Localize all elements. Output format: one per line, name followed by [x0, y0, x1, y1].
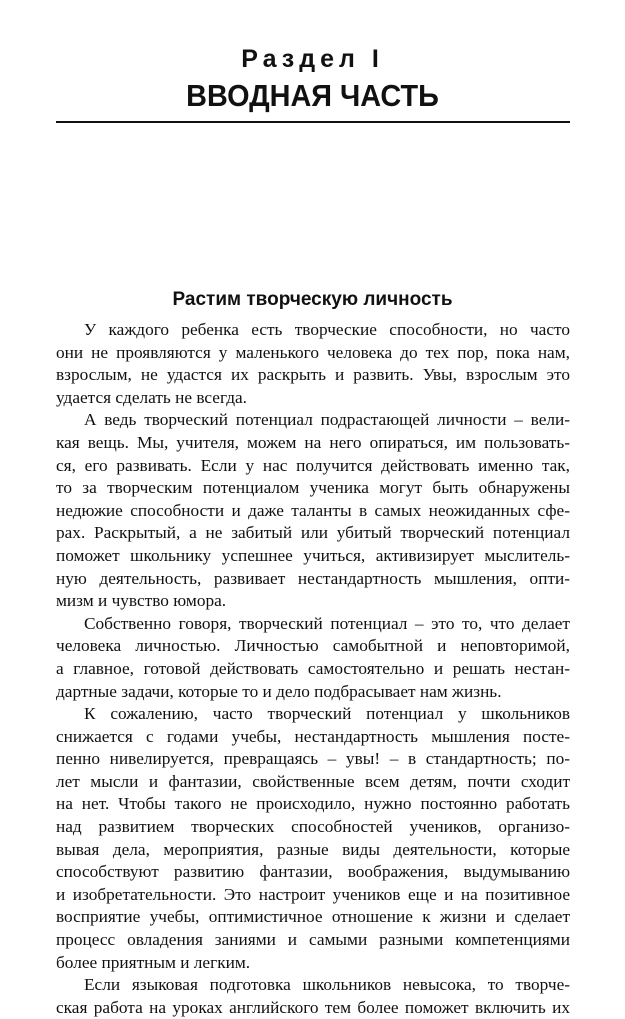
text-line: процесс овладения заниями и самыми разными компетенциями — [56, 930, 570, 950]
article-body — [56, 319, 570, 1019]
text-line: восприятие учебы, оптимистичное отношение к жизни и сделает — [56, 907, 570, 927]
text-line: человека личностью. Личностью самобытной и неповторимой, — [56, 636, 570, 656]
text-line: ся, его развивать. Если у нас получится действовать именно так, — [56, 455, 570, 475]
paragraph — [56, 974, 570, 1019]
text-line: недюжие способности и даже таланты в самых неожиданных сфе- — [56, 500, 570, 520]
text-line: ную деятельность, развивает нестандартность мышления, опти- — [56, 568, 570, 588]
title-divider — [56, 121, 570, 123]
text-line: и изобретательности. Это настроит учеников еще и на позитивное — [56, 884, 570, 904]
text-line: снижается с годами учебы, нестандартность мышления посте- — [56, 726, 570, 746]
text-line: мизм и чувство юмора. — [56, 591, 227, 611]
text-line: лет мысли и фантазии, свойственные всем детям, почти сходит — [56, 771, 570, 791]
text-line: дартные задачи, которые то и дело подбрасывает нам жизнь. — [56, 681, 502, 701]
text-line: а главное, готовой действовать самостоятельно и решать нестан- — [56, 658, 570, 678]
text-line: Собственно говоря, творческий потенциал – это то, что делает — [84, 613, 570, 633]
text-line: на нет. Чтобы такого не происходило, нужно постоянно работать — [56, 794, 570, 814]
part-title: ВВОДНАЯ ЧАСТЬ — [186, 78, 439, 113]
text-line: У каждого ребенка есть творческие способности, но часто — [84, 320, 570, 339]
text-line: взрослым, не удастся их раскрыть и развить. Увы, взрослым это — [56, 365, 570, 385]
article-heading: Растим творческую личность — [172, 289, 453, 310]
text-line: удается сделать не всегда. — [56, 387, 247, 407]
text-line: они не проявляются у маленького человека до тех пор, пока нам, — [56, 342, 570, 362]
text-line: над развитием творческих способностей учеников, организо- — [56, 817, 570, 837]
text-line: ская работа на уроках английского тем более поможет включить их — [56, 997, 570, 1017]
text-line: К сожалению, часто творческий потенциал у школьников — [84, 704, 570, 724]
text-line: вывая дела, мероприятия, разные виды деятельности, которые — [56, 839, 570, 859]
section-label: Раздел I — [241, 45, 384, 73]
text-line: рах. Раскрытый, а не забитый или убитый творческий потенциал — [56, 523, 570, 543]
paragraph — [56, 319, 570, 409]
text-line: то за творческим потенциалом ученика могут быть обнаружены — [56, 478, 570, 498]
text-line: способствуют развитию фантазии, воображения, выдумыванию — [56, 862, 570, 882]
text-line: А ведь творческий потенциал подрастающей личности – вели- — [84, 410, 570, 430]
paragraph — [56, 613, 570, 703]
text-line: Если языковая подготовка школьников невысока, то творче- — [84, 975, 570, 995]
text-line: кая вещь. Мы, учителя, можем на него опираться, им пользовать- — [56, 432, 570, 452]
text-line: поможет школьнику успешнее учиться, активизирует мыслитель- — [56, 545, 570, 565]
paragraph — [56, 409, 570, 612]
text-line: пенно нивелируется, превращаясь – увы! – в стандартность; по- — [56, 749, 570, 769]
text-line: более приятным и легким. — [56, 952, 251, 972]
paragraph — [56, 703, 570, 974]
